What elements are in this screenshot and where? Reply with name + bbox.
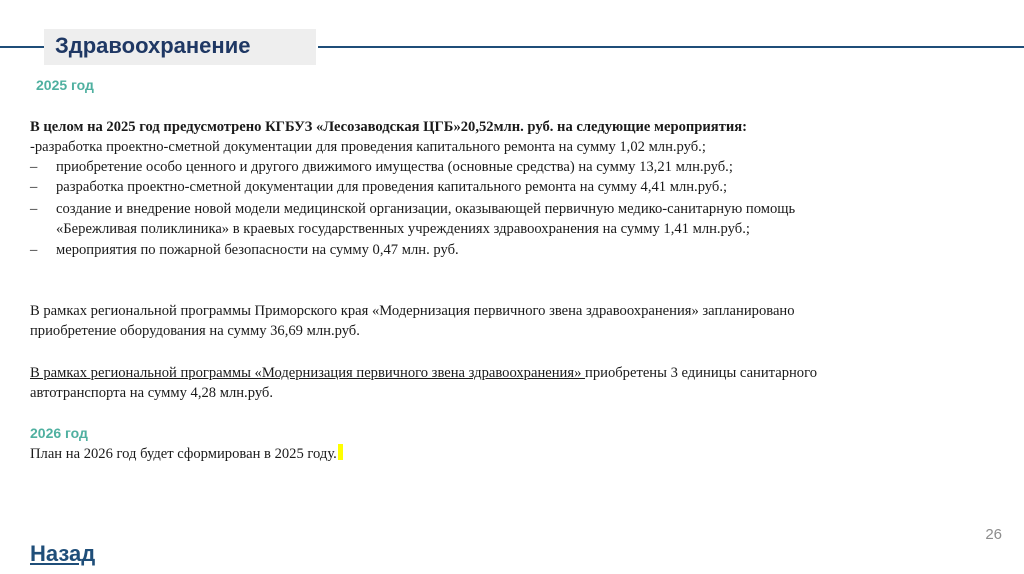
list-item-4-continuation: «Бережливая поликлиника» в краевых государственных учреждениях здравоохранения на сумму 1,41 млн.руб.;	[56, 221, 750, 237]
list-item-5: мероприятия по пожарной безопасности на сумму 0,47 млн. руб.	[56, 242, 459, 258]
text-highlight-mark	[338, 444, 343, 460]
year-heading-2026: 2026 год	[30, 425, 88, 441]
header-rule-right	[318, 46, 1024, 48]
intro-text: В целом на 2025 год предусмотрено КГБУЗ «Лесозаводская ЦГБ»20,52млн. руб. на следующие мероприятия:	[30, 119, 748, 135]
paragraph-2-line-1	[30, 363, 817, 383]
list-item-2: приобретение особо ценного и другого движимого имущества (основные средства) на сумму 13,21 млн.руб.;	[56, 159, 733, 175]
paragraph-2-line-2: автотранспорта на сумму 4,28 млн.руб.	[30, 385, 273, 401]
list-item-4: создание и внедрение новой модели медицинской организации, оказывающей первичную медико-санитарную помощь	[56, 201, 796, 217]
year-heading-2025: 2025 год	[36, 77, 94, 93]
plan-2026-text: План на 2026 год будет сформирован в 2025 году.	[30, 446, 337, 462]
paragraph-1-line-1: В рамках региональной программы Приморского края «Модернизация первичного звена здравоохранения» запланировано	[30, 303, 795, 319]
bullet-dash: –	[30, 201, 38, 217]
list-item-3: разработка проектно-сметной документации для проведения капитального ремонта на сумму 4,41 млн.руб.;	[56, 179, 728, 195]
paragraph-2-underlined: В рамках региональной программы «Модернизация первичного звена здравоохранения»	[30, 365, 586, 381]
plan-2026-line	[30, 444, 343, 464]
paragraph-1-line-2: приобретение оборудования на сумму 36,69 млн.руб.	[30, 323, 360, 339]
paragraph-2-rest: приобретены 3 единицы санитарного	[585, 365, 818, 381]
page-number: 26	[985, 526, 1002, 543]
back-link[interactable]: Назад	[30, 541, 96, 566]
bullet-dash: –	[30, 179, 38, 195]
header-rule-left	[0, 46, 48, 48]
bullet-dash: –	[30, 242, 38, 258]
bullet-dash: –	[30, 159, 38, 175]
page-title: Здравоохранение	[55, 33, 251, 58]
list-item-1: -разработка проектно-сметной документации для проведения капитального ремонта на сумму 1,02 млн.руб.;	[30, 139, 706, 155]
